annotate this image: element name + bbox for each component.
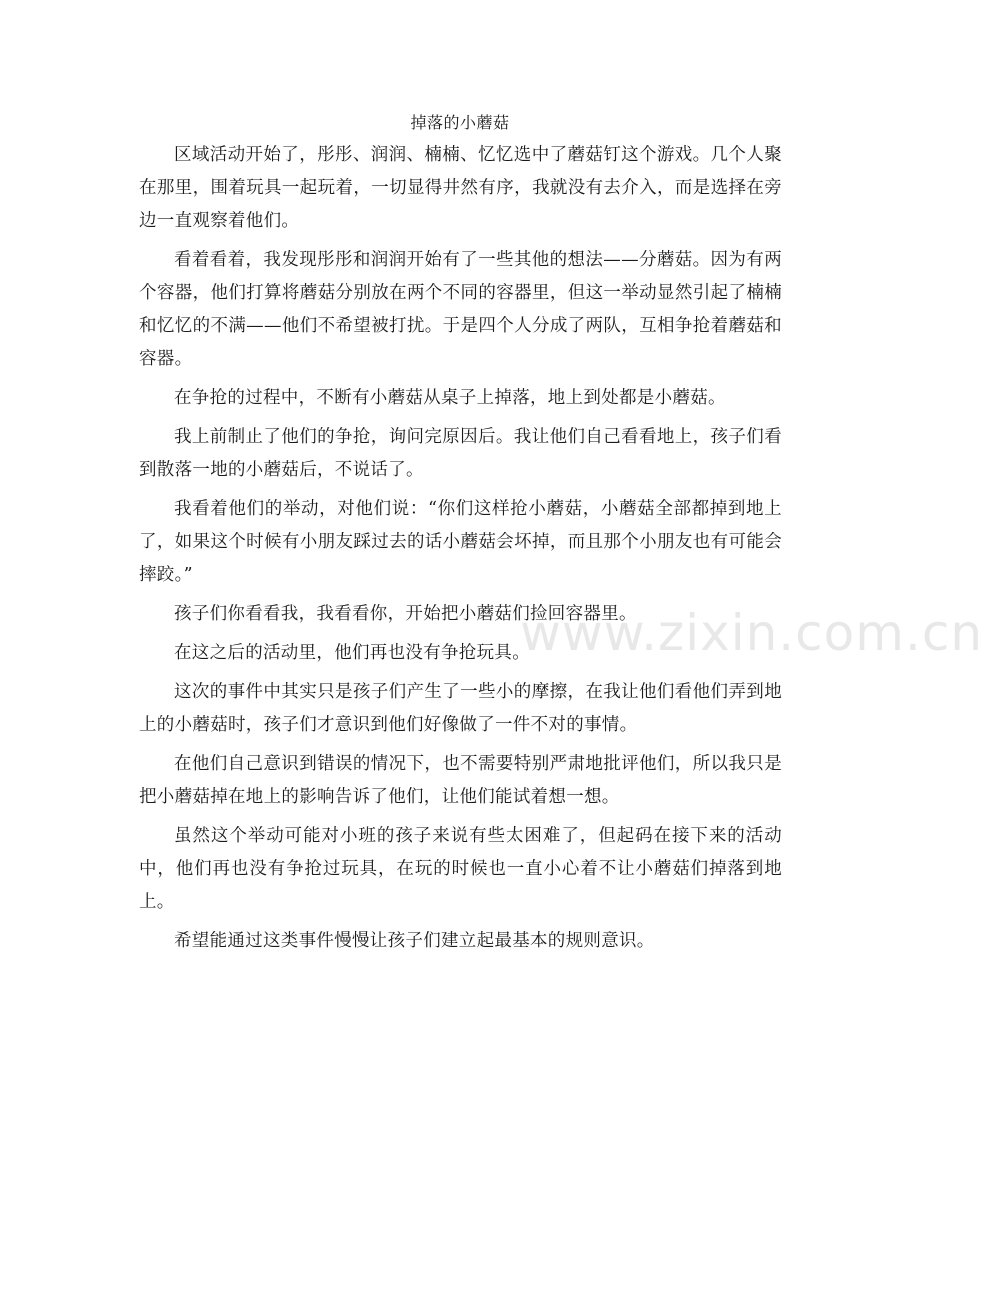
paragraph-1: 区域活动开始了，彤彤、润润、楠楠、忆忆选中了蘑菇钉这个游戏。几个人聚在那里，围着玩具一起玩着，一切显得井然有序，我就没有去介入，而是选择在旁边一直观察着他们。: [139, 145, 782, 231]
paragraph-5: 我看着他们的举动，对他们说：“你们这样抢小蘑菇，小蘑菇全部都掉到地上了，如果这个时候有小朋友踩过去的话小蘑菇会坏掉，而且那个小朋友也有可能会摔跤。”: [139, 499, 782, 585]
paragraph-4: 我上前制止了他们的争抢，询问完原因后。我让他们自己看看地上，孩子们看到散落一地的小蘑菇后，不说话了。: [139, 427, 782, 480]
document-body: [139, 139, 782, 964]
document-title: 掉落的小蘑菇: [410, 113, 510, 132]
paragraph-9: 在他们自己意识到错误的情况下，也不需要特别严肃地批评他们，所以我只是把小蘑菇掉在地上的影响告诉了他们，让他们能试着想一想。: [139, 754, 782, 807]
paragraph-11: 希望能通过这类事件慢慢让孩子们建立起最基本的规则意识。: [174, 931, 655, 951]
paragraph-6: 孩子们你看看我，我看看你，开始把小蘑菇们捡回容器里。: [174, 604, 637, 624]
paragraph-3: 在争抢的过程中，不断有小蘑菇从桌子上掉落，地上到处都是小蘑菇。: [174, 388, 726, 408]
paragraph-10: 虽然这个举动可能对小班的孩子来说有些太困难了，但起码在接下来的活动中，他们再也没有争抢过玩具，在玩的时候也一直小心着不让小蘑菇们掉落到地上。: [139, 826, 782, 912]
paragraph-8: 这次的事件中其实只是孩子们产生了一些小的摩擦，在我让他们看他们弄到地上的小蘑菇时，孩子们才意识到他们好像做了一件不对的事情。: [139, 682, 782, 735]
paragraph-2: 看着看着，我发现彤彤和润润开始有了一些其他的想法——分蘑菇。因为有两个容器，他们打算将蘑菇分别放在两个不同的容器里，但这一举动显然引起了楠楠和忆忆的不满——他们不希望被打扰。于是四个人分成了两队，互相争抢着蘑菇和容器。: [139, 250, 782, 369]
watermark: www.zixin.com.cn: [520, 604, 983, 662]
paragraph-7: 在这之后的活动里，他们再也没有争抢玩具。: [174, 643, 530, 663]
